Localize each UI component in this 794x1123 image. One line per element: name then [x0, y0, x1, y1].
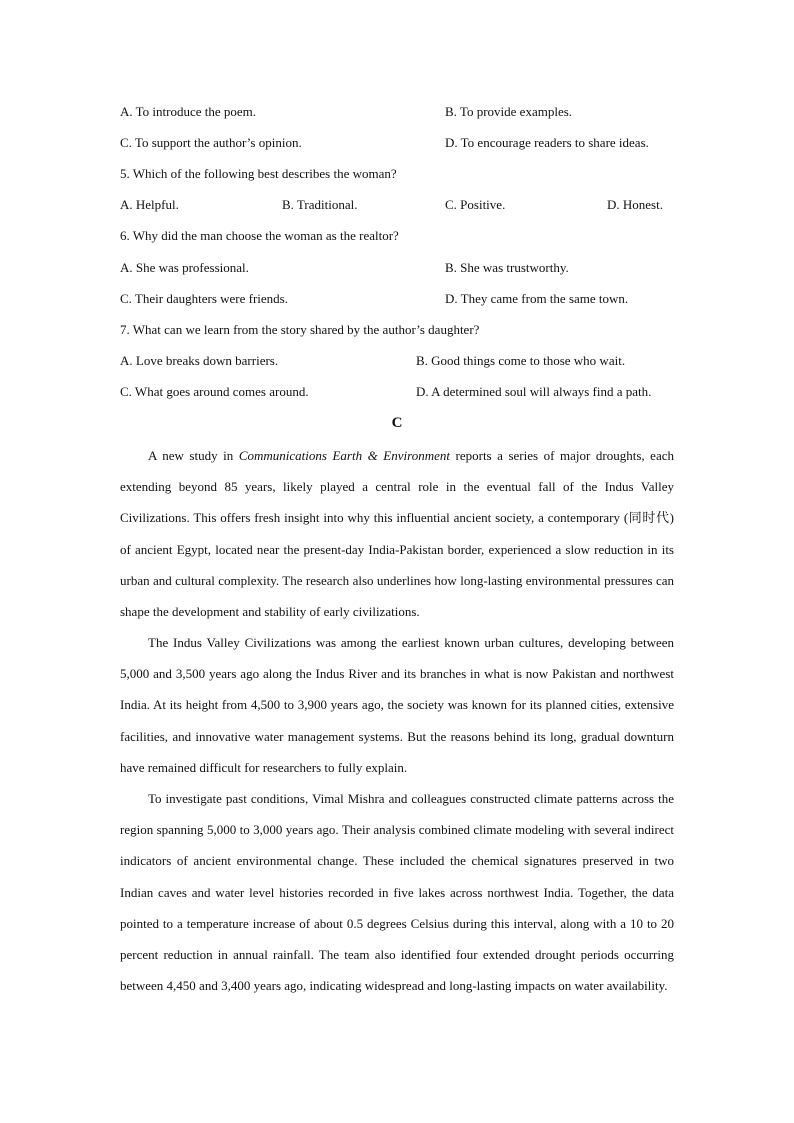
q7-option-c: C. What goes around comes around.	[120, 384, 309, 399]
q6-option-b: B. She was trustworthy.	[445, 260, 569, 275]
q4-option-b: B. To provide examples.	[445, 104, 573, 119]
passage-paragraph-1	[120, 440, 674, 627]
q5-option-a: A. Helpful.	[120, 197, 179, 212]
q5-question: 5. Which of the following best describes the woman?	[120, 166, 397, 181]
q7-question: 7. What can we learn from the story shared by the author’s daughter?	[120, 322, 480, 337]
q7-option-d: D. A determined soul will always find a path.	[416, 384, 652, 399]
q7-option-b: B. Good things come to those who wait.	[416, 353, 626, 368]
section-title: C	[391, 415, 403, 431]
q6-option-d: D. They came from the same town.	[445, 291, 629, 306]
q5-option-b: B. Traditional.	[282, 197, 358, 212]
journal-title: Communications Earth & Environment	[238, 448, 450, 463]
q4-option-a: A. To introduce the poem.	[120, 104, 257, 119]
paragraph-1-body: reports a series of major droughts, each extending beyond 85 years, likely played a central role in the eventual fall of the Indus Valley Civilizations. This offers fresh insight into why this influential ancient society, a contemporary (同时代) of ancient Egypt, located near the present-day India-Pakistan border, experienced a slow reduction in its urban and cultural complexity. The research also underlines how long-lasting environmental pressures can shape the development and stability of early civilizations.	[120, 448, 674, 620]
q5-option-d: D. Honest.	[607, 197, 663, 212]
passage-paragraph-2: The Indus Valley Civilizations was among the earliest known urban cultures, developing between 5,000 and 3,500 years ago along the Indus River and its branches in what is now Pakistan and northwest India. At its height from 4,500 to 3,900 years ago, the society was known for its planned cities, extensive facilities, and innovative water management systems. But the reasons behind its long, gradual downturn have remained difficult for researchers to fully explain.	[120, 635, 674, 775]
q6-option-c: C. Their daughters were friends.	[120, 291, 288, 306]
paragraph-1-lead: A new study in	[148, 448, 239, 463]
q6-question: 6. Why did the man choose the woman as the realtor?	[120, 228, 399, 243]
passage-paragraph-3: To investigate past conditions, Vimal Mishra and colleagues constructed climate patterns across the region spanning 5,000 to 3,000 years ago. Their analysis combined climate modeling with several indirect indicators of ancient environmental change. These included the chemical signatures preserved in two Indian caves and water level histories recorded in five lakes across northwest India. Together, the data pointed to a temperature increase of about 0.5 degrees Celsius during this interval, along with a 10 to 20 percent reduction in annual rainfall. The team also identified four extended drought periods occurring between 4,450 and 3,400 years ago, indicating widespread and long-lasting impacts on water availability.	[120, 791, 674, 994]
q4-option-d: D. To encourage readers to share ideas.	[445, 135, 649, 150]
q5-option-c: C. Positive.	[445, 197, 506, 212]
q7-option-a: A. Love breaks down barriers.	[120, 353, 279, 368]
q4-option-c: C. To support the author’s opinion.	[120, 135, 302, 150]
q6-option-a: A. She was professional.	[120, 260, 249, 275]
